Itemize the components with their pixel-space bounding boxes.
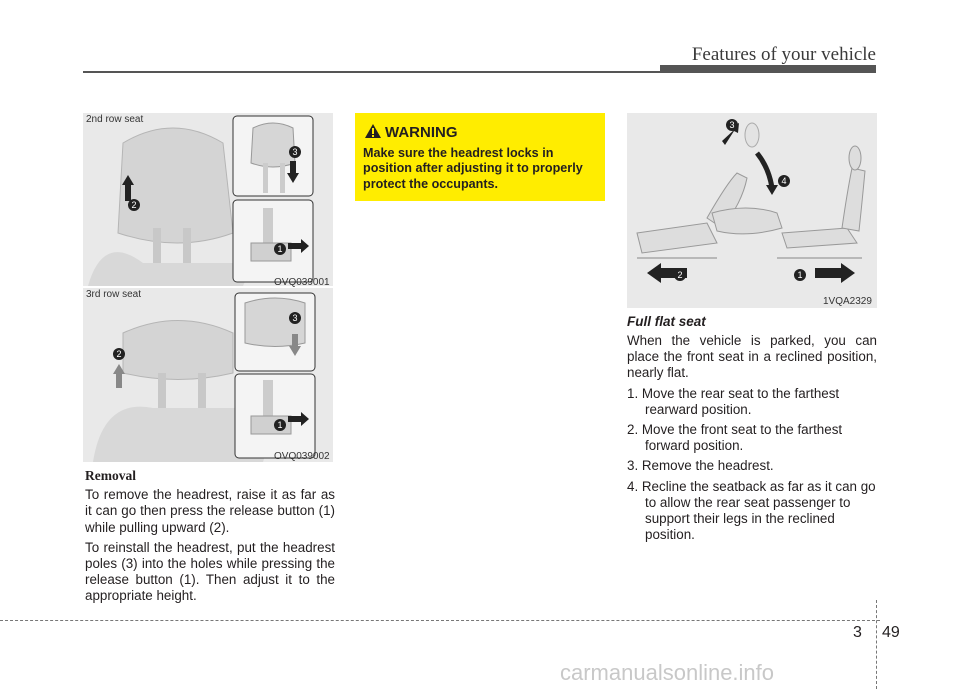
page-number: 49: [882, 624, 900, 641]
warning-box: [355, 113, 605, 201]
removal-section: [85, 468, 335, 609]
footer-divider: [876, 600, 877, 689]
callout-3-icon: 3: [289, 312, 301, 324]
removal-paragraph-1: To remove the headrest, raise it as far as it can go then press the release button (1) while pulling upward (2).: [85, 487, 335, 535]
warning-triangle-icon: [364, 123, 382, 139]
figure-code-2nd-row: OVQ039001: [274, 277, 330, 288]
chapter-number: 3: [853, 624, 862, 641]
full-flat-step-2: 2. Move the front seat to the farthest forward position.: [627, 422, 843, 454]
figure-full-flat-seat: [627, 113, 877, 308]
warning-title: WARNING: [385, 124, 458, 141]
watermark-text: carmanualsonline.info: [560, 660, 775, 685]
figure-label-2nd-row: 2nd row seat: [86, 114, 144, 125]
callout-3-icon: 3: [289, 146, 301, 158]
full-flat-section: [627, 333, 877, 547]
callout-1-icon: 1: [274, 419, 286, 431]
figure-code-full-flat: 1VQA2329: [823, 296, 872, 307]
callout-3-icon: 3: [726, 119, 738, 131]
footer-rule: [0, 620, 880, 621]
callout-2-icon: 2: [128, 199, 140, 211]
full-flat-intro: When the vehicle is parked, you can place the front seat in a reclined position, nearly flat.: [627, 333, 877, 381]
full-flat-step-3: 3. Remove the headrest.: [627, 458, 774, 474]
removal-heading: Removal: [85, 468, 136, 483]
full-flat-step-1: 1. Move the rear seat to the farthest rearward position.: [627, 385, 840, 417]
callout-4-icon: 4: [778, 175, 790, 187]
removal-paragraph-2: To reinstall the headrest, put the headrest poles (3) into the holes while pressing the release button (1). Then adjust it to the appropriate height.: [85, 539, 335, 604]
page-header-title: Features of your vehicle: [691, 44, 876, 65]
full-flat-heading: Full flat seat: [627, 314, 706, 329]
headrest-illustration: [83, 113, 333, 286]
figure-code-3rd-row: OVQ039002: [274, 451, 330, 462]
callout-1-icon: 1: [274, 243, 286, 255]
figure-2nd-row-headrest: [83, 113, 333, 286]
full-flat-seat-illustration: [627, 113, 877, 308]
header-rule: [83, 71, 876, 73]
full-flat-step-4: 4. Recline the seatback as far as it can go to allow the rear seat passenger to support their legs in the reclined position.: [627, 478, 876, 543]
callout-2-icon: 2: [113, 348, 125, 360]
callout-2-icon: 2: [674, 269, 686, 281]
callout-1-icon: 1: [794, 269, 806, 281]
figure-3rd-row-headrest: [83, 288, 333, 462]
warning-text: Make sure the headrest locks in position after adjusting it to properly protect the occupants.: [363, 146, 583, 191]
figure-label-3rd-row: 3rd row seat: [86, 289, 142, 300]
